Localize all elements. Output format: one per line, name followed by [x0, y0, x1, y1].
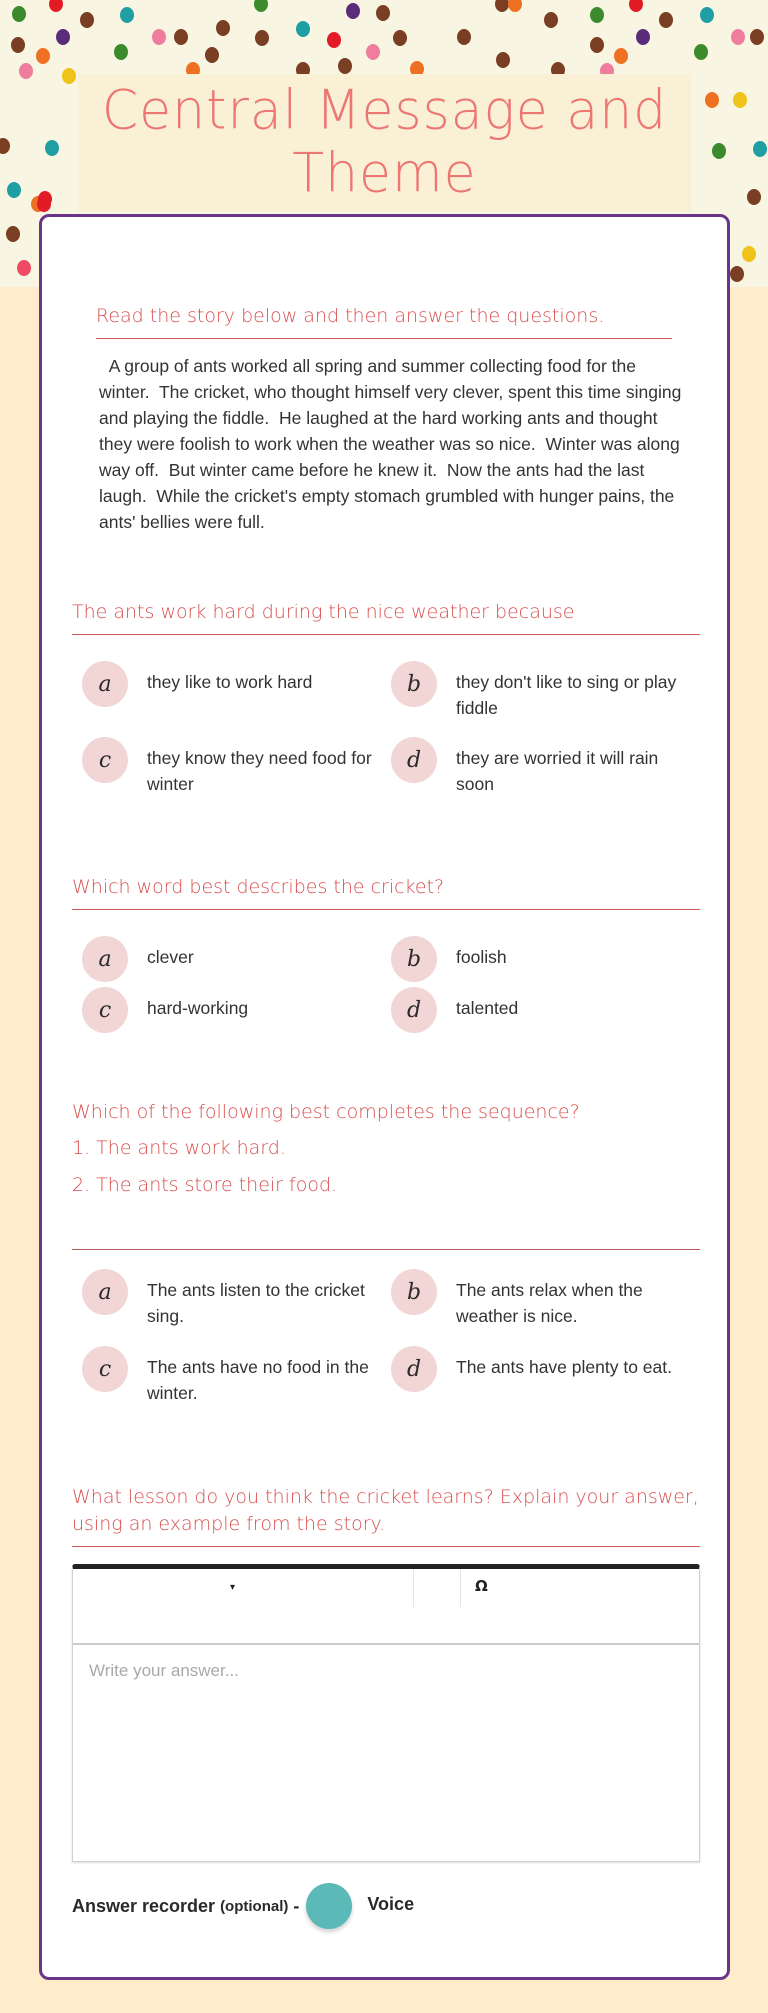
- decorative-dot: [495, 0, 509, 12]
- format-dropdown[interactable]: [73, 1569, 414, 1607]
- option-text: talented: [456, 998, 519, 1018]
- decorative-dot: [0, 138, 10, 154]
- decorative-dot: [114, 44, 128, 60]
- option-text: they know they need food for winter: [147, 748, 372, 794]
- decorative-dot: [36, 48, 50, 64]
- decorative-dot: [205, 47, 219, 63]
- option-text: The ants have no food in the winter.: [147, 1357, 369, 1403]
- option-bubble[interactable]: b: [391, 1269, 437, 1315]
- option-text: they are worried it will rain soon: [456, 748, 659, 794]
- decorative-dot: [296, 21, 310, 37]
- option-text: The ants relax when the weather is nice.: [456, 1280, 643, 1326]
- decorative-dot: [730, 266, 744, 282]
- question-1-option-d[interactable]: [391, 745, 696, 797]
- question-3-option-c[interactable]: [82, 1354, 387, 1406]
- title-line-1: Central Message and: [101, 79, 668, 143]
- page-title: [78, 71, 691, 205]
- decorative-dot: [590, 7, 604, 23]
- decorative-dot: [19, 63, 33, 79]
- sequence-item-1: 1. The ants work hard.: [72, 1137, 286, 1159]
- decorative-dot: [12, 6, 26, 22]
- toolbar-button[interactable]: [414, 1569, 461, 1607]
- rich-text-editor: [72, 1564, 700, 1862]
- recorder-label: Answer recorder: [72, 1895, 216, 1916]
- option-bubble[interactable]: c: [82, 987, 128, 1033]
- title-banner: [78, 74, 691, 212]
- answer-recorder: [72, 1883, 414, 1929]
- decorative-dot: [366, 44, 380, 60]
- decorative-dot: [62, 68, 76, 84]
- decorative-dot: [11, 37, 25, 53]
- worksheet-card: [39, 214, 730, 1980]
- question-1-prompt: The ants work hard during the nice weather because: [72, 599, 700, 635]
- answer-textarea[interactable]: [73, 1645, 699, 1860]
- question-2-prompt: Which word best describes the cricket?: [72, 874, 700, 910]
- decorative-dot: [496, 52, 510, 68]
- decorative-dot: [705, 92, 719, 108]
- story-text: A group of ants worked all spring and summer collecting food for the winter. The cricket, who thought himself very clever, spent this time singing and playing the fiddle. He laughed at the hard working ants and thought they were foolish to work when the weather was so nice. Winter was along way off. But winter came before he knew it. Now the ants had the last laugh. While the cricket's empty stomach grumbled with hunger pains, the ants' bellies were full.: [99, 356, 687, 532]
- option-text: hard-working: [147, 998, 249, 1018]
- decorative-dot: [712, 143, 726, 159]
- title-line-2: Theme: [292, 142, 477, 206]
- decorative-dot: [80, 12, 94, 28]
- question-2-option-d[interactable]: [391, 995, 696, 1033]
- decorative-dot: [750, 29, 764, 45]
- decorative-dot: [590, 37, 604, 53]
- option-text: The ants listen to the cricket sing.: [147, 1280, 365, 1326]
- decorative-dot: [255, 30, 269, 46]
- decorative-dot: [508, 0, 522, 12]
- option-bubble[interactable]: b: [391, 661, 437, 707]
- option-text: they like to work hard: [147, 672, 313, 692]
- decorative-dot: [376, 5, 390, 21]
- decorative-dot: [174, 29, 188, 45]
- record-voice-button[interactable]: [306, 1883, 352, 1929]
- decorative-dot: [700, 7, 714, 23]
- decorative-dot: [56, 29, 70, 45]
- decorative-dot: [327, 32, 341, 48]
- question-2-option-c[interactable]: [82, 995, 387, 1033]
- option-bubble[interactable]: d: [391, 1346, 437, 1392]
- question-1-option-b[interactable]: [391, 669, 696, 721]
- decorative-dot: [120, 7, 134, 23]
- decorative-dot: [38, 191, 52, 207]
- option-text: foolish: [456, 947, 507, 967]
- decorative-dot: [6, 226, 20, 242]
- decorative-dot: [45, 140, 59, 156]
- option-bubble[interactable]: a: [82, 936, 128, 982]
- decorative-dot: [659, 12, 673, 28]
- option-text: clever: [147, 947, 194, 967]
- decorative-dot: [216, 20, 230, 36]
- decorative-dot: [753, 141, 767, 157]
- decorative-dot: [733, 92, 747, 108]
- question-3-option-d[interactable]: [391, 1354, 696, 1392]
- decorative-dot: [544, 12, 558, 28]
- decorative-dot: [254, 0, 268, 12]
- option-bubble[interactable]: a: [82, 1269, 128, 1315]
- story-heading: Read the story below and then answer the questions.: [96, 303, 672, 339]
- decorative-dot: [731, 29, 745, 45]
- question-2-option-a[interactable]: [82, 944, 387, 982]
- option-bubble[interactable]: c: [82, 737, 128, 783]
- sequence-item-2: 2. The ants store their food.: [72, 1174, 338, 1196]
- decorative-dot: [614, 48, 628, 64]
- question-1-option-c[interactable]: [82, 745, 387, 797]
- decorative-dot: [393, 30, 407, 46]
- special-character-icon[interactable]: Ω: [475, 1577, 488, 1595]
- option-bubble[interactable]: b: [391, 936, 437, 982]
- decorative-dot: [346, 3, 360, 19]
- decorative-dot: [636, 29, 650, 45]
- recorder-optional: (optional): [220, 1897, 289, 1915]
- option-bubble[interactable]: d: [391, 737, 437, 783]
- option-bubble[interactable]: a: [82, 661, 128, 707]
- decorative-dot: [152, 29, 166, 45]
- question-3-prompt: Which of the following best completes the sequence?: [72, 1101, 580, 1123]
- editor-toolbar: [73, 1569, 699, 1645]
- decorative-dot: [747, 189, 761, 205]
- question-1-option-a[interactable]: [82, 669, 387, 707]
- option-text: The ants have plenty to eat.: [456, 1357, 672, 1377]
- question-3-option-a[interactable]: [82, 1277, 387, 1329]
- decorative-dot: [629, 0, 643, 12]
- decorative-dot: [694, 44, 708, 60]
- option-bubble[interactable]: d: [391, 987, 437, 1033]
- option-bubble[interactable]: c: [82, 1346, 128, 1392]
- question-3-divider: [72, 1249, 700, 1250]
- decorative-dot: [17, 260, 31, 276]
- decorative-dot: [457, 29, 471, 45]
- decorative-dot: [49, 0, 63, 12]
- option-text: they don't like to sing or play fiddle: [456, 672, 677, 718]
- voice-label: Voice: [367, 1893, 415, 1914]
- question-4-prompt: What lesson do you think the cricket learns? Explain your answer, using an example from the story.: [72, 1484, 700, 1547]
- recorder-dash: -: [293, 1895, 300, 1916]
- decorative-dot: [7, 182, 21, 198]
- decorative-dot: [742, 246, 756, 262]
- question-2-option-b[interactable]: [391, 944, 696, 982]
- question-3-option-b[interactable]: [391, 1277, 696, 1329]
- caret-down-icon: ▾: [230, 1582, 236, 1593]
